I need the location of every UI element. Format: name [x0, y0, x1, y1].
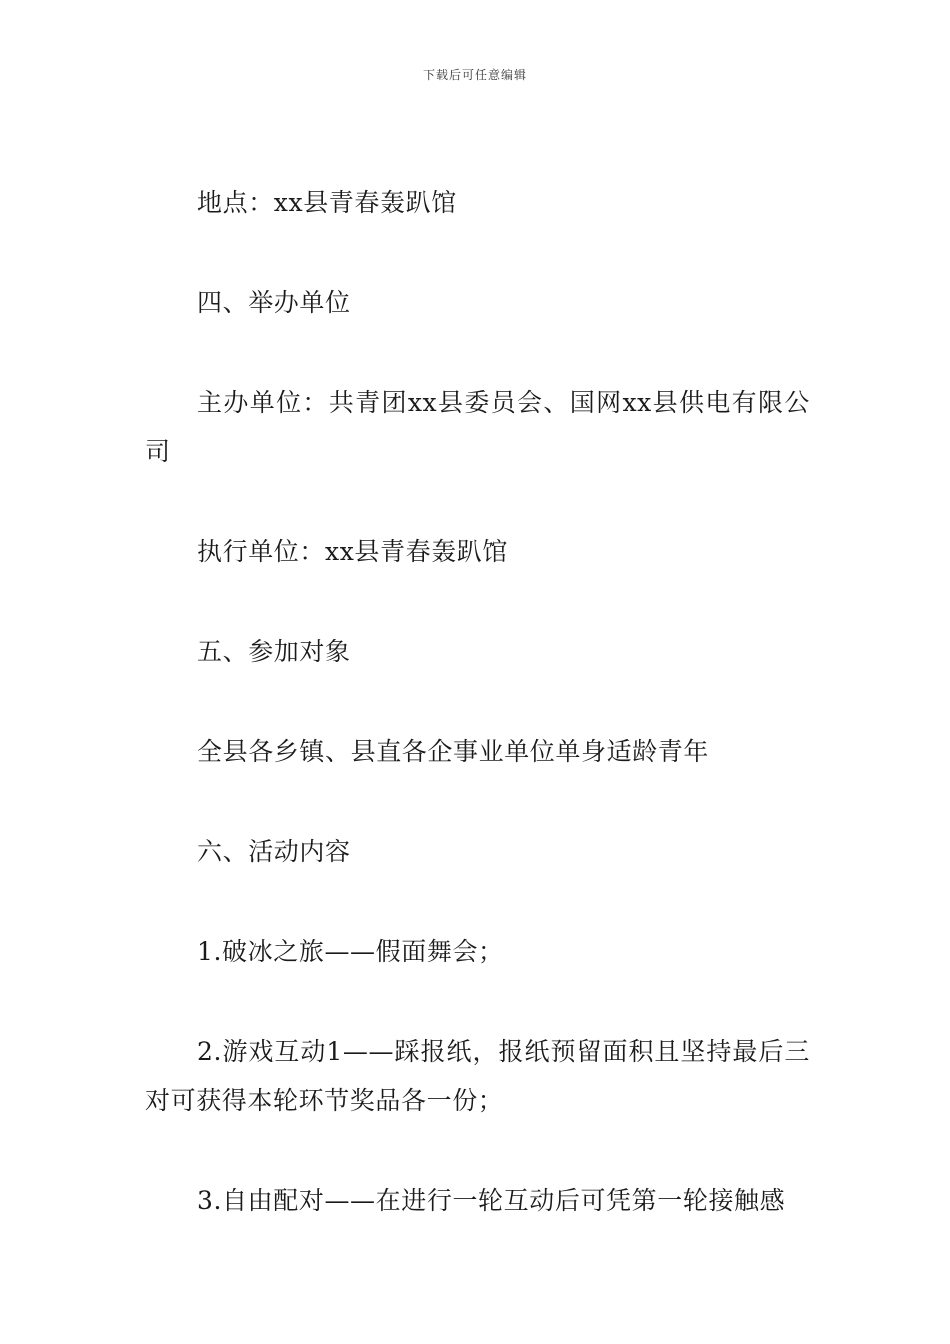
list-item: 2.游戏互动1——踩报纸，报纸预留面积且坚持最后三对可获得本轮环节奖品各一份； [145, 1037, 810, 1115]
paragraph-host: 主办单位：共青团xx县委员会、国网xx县供电有限公司 [145, 388, 810, 466]
paragraph-participants: 全县各乡镇、县直各企事业单位单身适龄青年 [197, 737, 710, 766]
heading-organizers: 四、举办单位 [197, 288, 351, 317]
heading-participants: 五、参加对象 [197, 637, 351, 666]
page-header: 下载后可任意编辑 [422, 68, 527, 82]
list-item: 1.破冰之旅——假面舞会； [197, 937, 504, 966]
list-item: 3.自由配对——在进行一轮互动后可凭第一轮接触感 [197, 1186, 786, 1215]
document-body [145, 178, 810, 1225]
paragraph-executor: 执行单位：xx县青春轰趴馆 [197, 537, 508, 566]
paragraph-location: 地点：xx县青春轰趴馆 [197, 188, 457, 217]
heading-activities: 六、活动内容 [197, 837, 351, 866]
